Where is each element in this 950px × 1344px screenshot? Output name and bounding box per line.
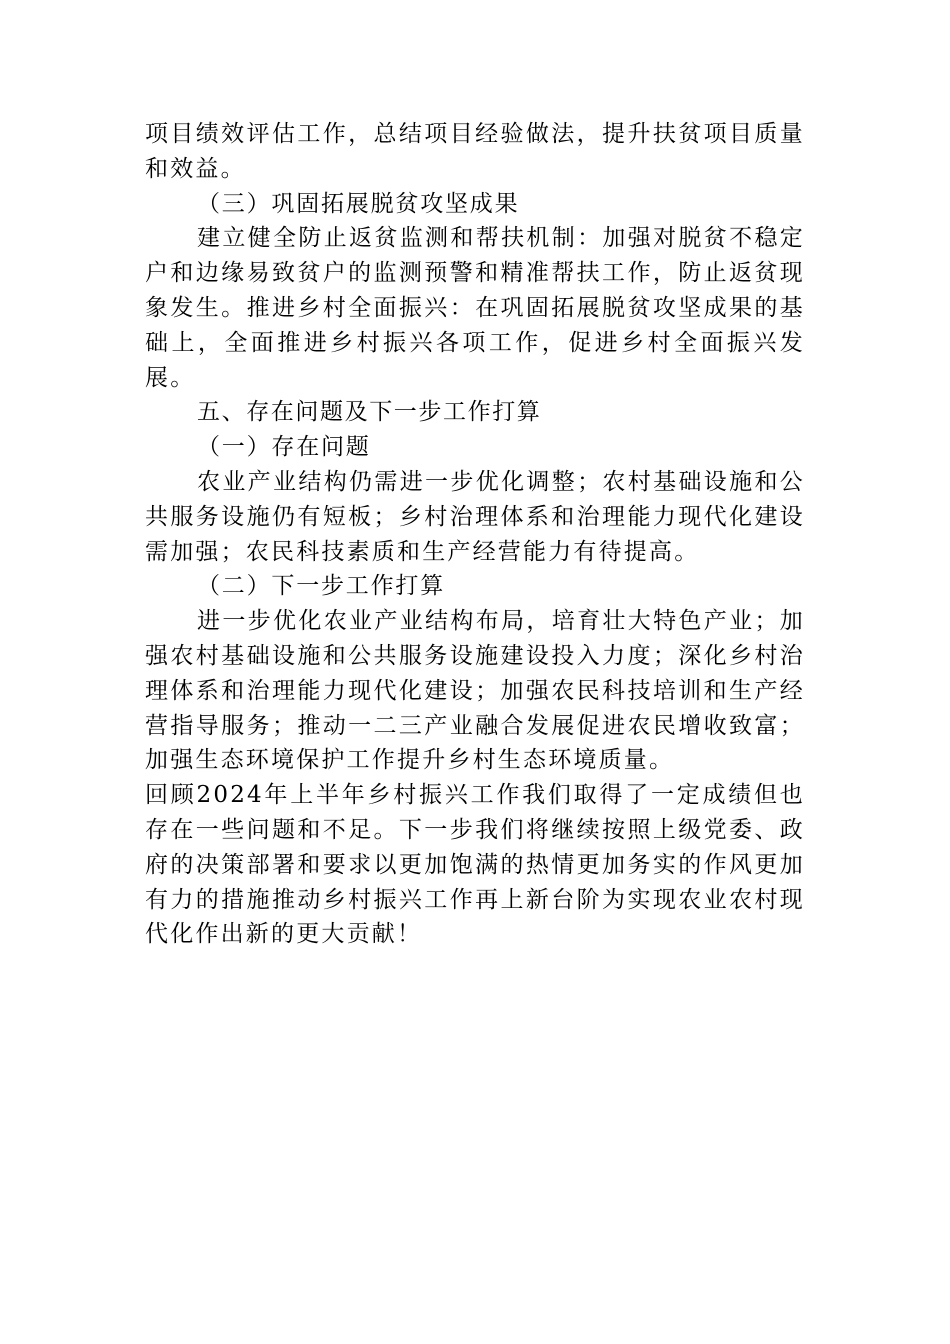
- problems-paragraph: 农业产业结构仍需进一步优化调整；农村基础设施和公共服务设施仍有短板；乡村治理体系和治理能力现代化建设需加强；农民科技素质和生产经营能力有待提高。: [145, 468, 805, 565]
- chapter-five-heading: 五、存在问题及下一步工作打算: [197, 399, 542, 426]
- section-three-heading: （三）巩固拓展脱贫攻坚成果: [197, 190, 520, 217]
- document-page: [145, 117, 805, 952]
- section-three-paragraph: 建立健全防止返贫监测和帮扶机制：加强对脱贫不稳定户和边缘易致贫户的监测预警和精准帮扶工作，防止返贫现象发生。推进乡村全面振兴：在巩固拓展脱贫攻坚成果的基础上，全面推进乡村振兴各项工作，促进乡村全面振兴发展。: [145, 225, 805, 391]
- continuation-paragraph: 项目绩效评估工作，总结项目经验做法，提升扶贫项目质量和效益。: [145, 121, 805, 182]
- conclusion-paragraph: 回顾2024年上半年乡村振兴工作我们取得了一定成绩但也存在一些问题和不足。下一步我们将继续按照上级党委、政府的决策部署和要求以更加饱满的热情更加务实的作风更加有力的措施推动乡村振兴工作再上新台阶为实现农业农村现代化作出新的更大贡献！: [145, 782, 805, 948]
- problems-heading: （一）存在问题: [197, 434, 371, 461]
- next-steps-heading: （二）下一步工作打算: [197, 573, 445, 600]
- next-steps-paragraph: 进一步优化农业产业结构布局，培育壮大特色产业；加强农村基础设施和公共服务设施建设投入力度；深化乡村治理体系和治理能力现代化建设；加强农民科技培训和生产经营指导服务；推动一二三产业融合发展促进农民增收致富；加强生态环境保护工作提升乡村生态环境质量。: [145, 608, 805, 774]
